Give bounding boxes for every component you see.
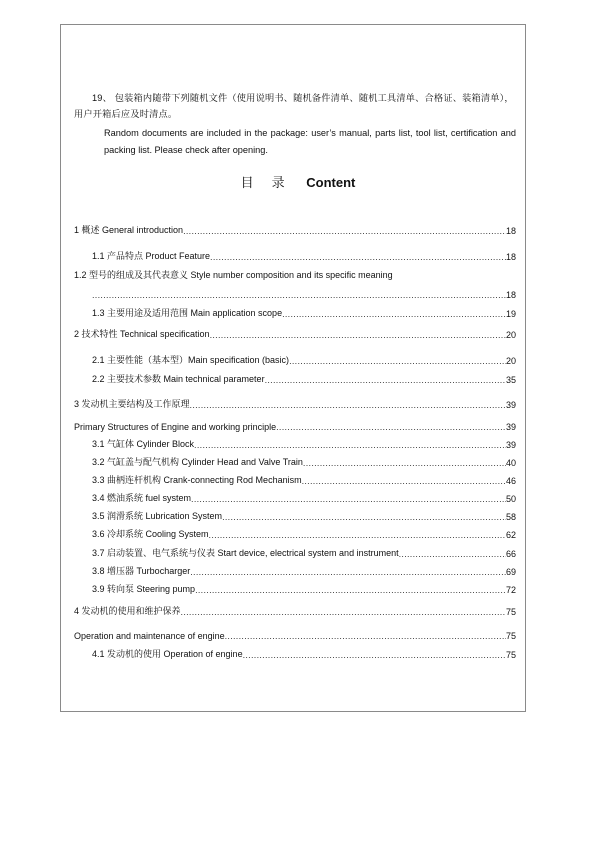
toc-entry-page: 18 [505, 290, 516, 300]
toc-entry[interactable] [92, 286, 516, 300]
toc-entry-label: 3.5 润滑系统 Lubrication System [92, 511, 223, 521]
toc-entry[interactable] [92, 563, 516, 577]
toc-entry-label: 3.6 冷却系统 Cooling System [92, 529, 209, 539]
toc-entry-page: 75 [505, 607, 516, 617]
package-note-chinese: 19、 包装箱内随带下列随机文件（使用说明书、随机备件清单、随机工具清单、合格证、装箱清单），用户开箱后应及时清点。 [74, 93, 514, 119]
dot-leader [190, 567, 506, 577]
toc-entry-page: 19 [505, 309, 516, 319]
dot-leader [289, 356, 506, 366]
toc-entry-label: 1.1 产品特点 Product Feature [92, 251, 211, 261]
toc-entry-label: 2.1 主要性能（基本型）Main specification (basic) [92, 355, 290, 365]
dot-leader [194, 440, 506, 450]
toc-entry[interactable] [92, 646, 516, 660]
dot-leader [399, 549, 506, 559]
toc-entry-page: 66 [505, 549, 516, 559]
dot-leader [92, 290, 506, 300]
dot-leader [265, 375, 506, 385]
dot-leader [303, 458, 506, 468]
toc-entry[interactable] [74, 267, 516, 281]
package-note-english: Random documents are included in the package: user’s manual, parts list, tool list, certification and packing list. Please check after opening. [104, 128, 516, 155]
dot-leader [276, 422, 506, 432]
package-note [74, 90, 516, 159]
dot-leader [183, 226, 506, 236]
toc-entry[interactable] [92, 581, 516, 595]
dot-leader [210, 252, 506, 262]
toc-entry[interactable] [92, 545, 516, 559]
toc-entry[interactable] [92, 508, 516, 522]
toc-entry[interactable] [92, 490, 516, 504]
toc-entry[interactable] [92, 454, 516, 468]
toc-entry[interactable] [92, 526, 516, 540]
toc-entry-page: 62 [505, 530, 516, 540]
toc-entry-page: 50 [505, 494, 516, 504]
toc-entry[interactable] [92, 472, 516, 486]
toc-entry-label: 1.2 型号的组成及其代表意义 Style number composition and its specific meaning [74, 270, 393, 280]
toc-entry-label: 4.1 发动机的使用 Operation of engine [92, 649, 243, 659]
dot-leader [191, 494, 506, 504]
toc-entry-label: 4 发动机的使用和维护保养 [74, 606, 181, 616]
toc-entry[interactable] [74, 627, 516, 641]
dot-leader [210, 330, 506, 340]
toc-entry[interactable] [92, 352, 516, 366]
toc-entry[interactable] [92, 305, 516, 319]
toc-title-english: Content [306, 175, 356, 190]
toc-entry[interactable] [92, 248, 516, 262]
toc-entry-page: 58 [505, 512, 516, 522]
toc-entry-label: Primary Structures of Engine and working principle [74, 422, 277, 432]
toc-entry[interactable] [92, 371, 516, 385]
dot-leader [181, 607, 506, 617]
toc-entry[interactable] [74, 418, 516, 432]
toc-entry[interactable] [74, 603, 516, 617]
toc-entry-page: 18 [505, 252, 516, 262]
toc-entry[interactable] [92, 436, 516, 450]
toc-entry-page: 75 [505, 631, 516, 641]
toc-entry-label: 3.9 转向泵 Steering pump [92, 584, 196, 594]
dot-leader [282, 309, 506, 319]
toc-entry-page: 20 [505, 356, 516, 366]
dot-leader [302, 476, 506, 486]
toc-entry-label: 3.2 气缸盖与配气机构 Cylinder Head and Valve Train [92, 457, 303, 467]
toc-entry-page: 69 [505, 567, 516, 577]
dot-leader [225, 631, 506, 641]
toc-title [0, 172, 596, 191]
toc-entry-label: 3.3 曲柄连杆机构 Crank-connecting Rod Mechanism [92, 475, 302, 485]
toc-entry-label: 2 技术特性 Technical specification [74, 329, 210, 339]
toc-entry-label: 2.2 主要技术参数 Main technical parameter [92, 374, 265, 384]
toc-entry-page: 35 [505, 375, 516, 385]
toc-entry-page: 40 [505, 458, 516, 468]
toc-entry-label: 3.1 气缸体 Cylinder Block [92, 439, 195, 449]
toc-entry-label: 1 概述 General introduction [74, 225, 184, 235]
toc-entry-page: 39 [505, 440, 516, 450]
toc-entry-page: 75 [505, 650, 516, 660]
toc-entry-label: 1.3 主要用途及适用范围 Main application scope [92, 308, 283, 318]
toc-entry-page: 46 [505, 476, 516, 486]
toc-entry[interactable] [74, 222, 516, 236]
toc-entry-page: 39 [505, 400, 516, 410]
toc-entry-label: 3.8 增压器 Turbocharger [92, 566, 191, 576]
toc-entry-label: 3.7 启动装置、电气系统与仪表 Start device, electrical system and instrument [92, 548, 399, 558]
toc-entry-page: 20 [505, 330, 516, 340]
toc-entry-label: 3.4 燃油系统 fuel system [92, 493, 192, 503]
toc-entry-page: 39 [505, 422, 516, 432]
toc-title-chinese: 目录 [240, 175, 303, 190]
dot-leader [243, 650, 506, 660]
toc-entry-page: 72 [505, 585, 516, 595]
toc-entry-page: 18 [505, 226, 516, 236]
toc-entry-label: 3 发动机主要结构及工作原理 [74, 399, 190, 409]
dot-leader [222, 512, 506, 522]
toc-entry[interactable] [74, 396, 516, 410]
dot-leader [190, 400, 506, 410]
dot-leader [195, 585, 506, 595]
toc-entry[interactable] [74, 326, 516, 340]
dot-leader [209, 530, 506, 540]
toc-entry-label: Operation and maintenance of engine [74, 631, 225, 641]
